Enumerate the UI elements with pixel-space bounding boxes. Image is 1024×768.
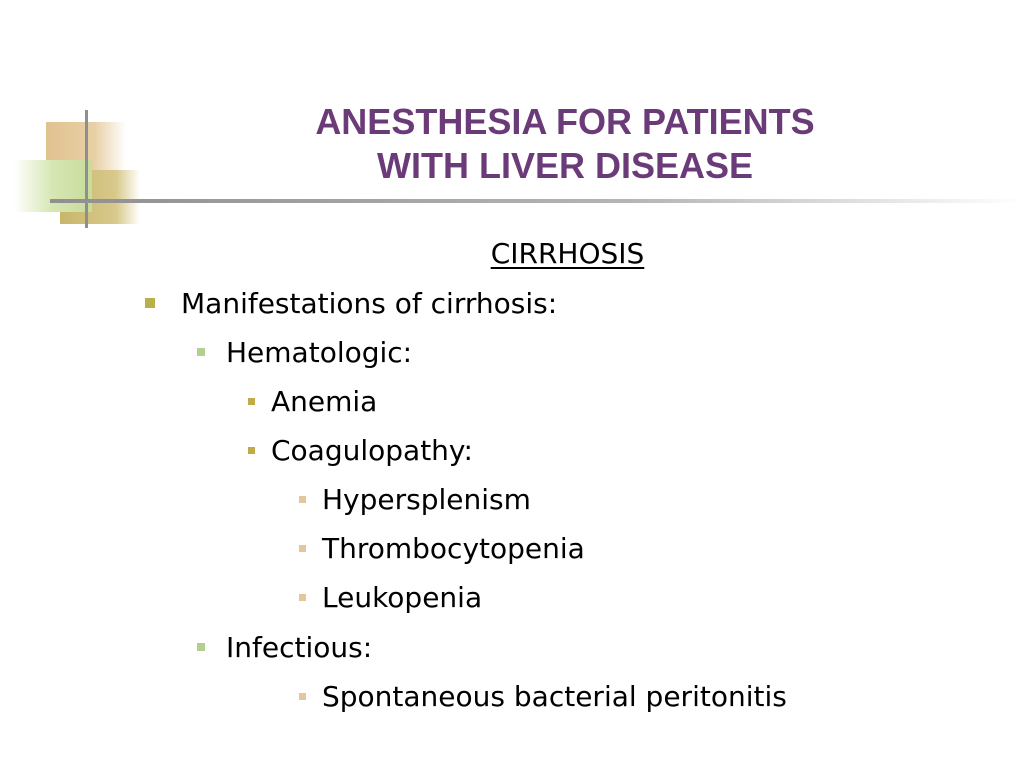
bullet-text: Leukopenia [322,580,483,614]
bullet-infectious [197,627,372,667]
slide-title [240,100,890,188]
bullet-text: Anemia [271,384,378,418]
bullet-text: Thrombocytopenia [322,531,585,565]
bullet-square-icon [145,298,155,308]
bullet-coagulopathy [248,430,473,470]
bullet-square-icon [197,348,205,356]
bullet-square-icon [248,398,255,405]
bullet-text: Manifestations of cirrhosis: [181,286,558,320]
deco-vertical-rule [85,110,88,228]
bullet-text: Spontaneous bacterial peritonitis [322,679,787,713]
bullet-hypersplenism [299,479,531,519]
bullet-text: Infectious: [226,630,373,664]
bullet-sbp [299,676,787,716]
bullet-text: Hypersplenism [322,482,531,516]
bullet-text: Coagulopathy: [271,433,473,467]
deco-horizontal-rule [50,199,1024,203]
bullet-square-icon [299,545,306,552]
bullet-square-icon [299,496,306,503]
deco-green-square [14,160,92,212]
bullet-square-icon [197,643,205,651]
bullet-text: Hematologic: [226,335,413,369]
bullet-thrombocytopenia [299,528,585,568]
title-line-2: WITH LIVER DISEASE [376,145,754,186]
bullet-leukopenia [299,577,482,617]
bullet-manifestations [145,283,557,323]
bullet-square-icon [299,594,306,601]
bullet-square-icon [299,693,306,700]
title-line-1: ANESTHESIA FOR PATIENTS [315,101,815,142]
bullet-anemia [248,381,377,421]
section-heading: CIRRHOSIS [490,237,645,270]
bullet-square-icon [248,447,255,454]
bullet-hematologic [197,332,412,372]
